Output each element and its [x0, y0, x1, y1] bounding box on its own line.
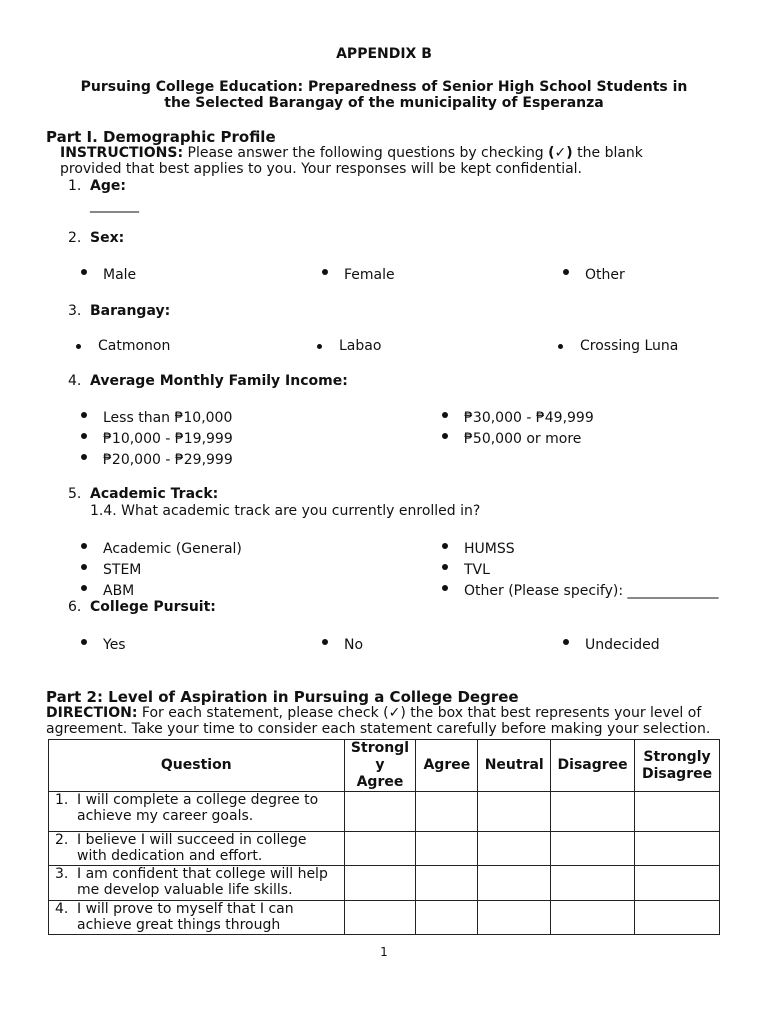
answer-cell-strongly-disagree[interactable]	[635, 901, 720, 935]
header-strongly-agree-l1: Strongl	[350, 740, 410, 756]
header-strongly-disagree	[635, 740, 720, 792]
direction-line2: agreement. Take your time to consider each statement carefully before making your selection.	[46, 721, 711, 737]
header-strongly-disagree-l1: Strongly	[643, 748, 711, 765]
answer-cell-strongly-disagree[interactable]	[635, 792, 720, 832]
part1-heading: Part I. Demographic Profile	[46, 128, 276, 146]
question-number: 1.	[55, 792, 69, 808]
survey-title-line2: the Selected Barangay of the municipality of Esperanza	[164, 95, 604, 111]
header-question: Question	[49, 740, 345, 792]
check-symbol: (✓)	[548, 145, 573, 161]
table-row	[49, 792, 720, 832]
question-cell	[49, 832, 345, 866]
answer-cell-disagree[interactable]	[551, 866, 635, 901]
answer-cell-disagree[interactable]	[551, 792, 635, 832]
q1-label: Age:	[90, 178, 126, 194]
answer-cell-strongly-disagree[interactable]	[635, 832, 720, 866]
question-text: I will prove to myself that I can achieve great things through	[77, 901, 294, 933]
instructions-line2: provided that best applies to you. Your responses will be kept confidential.	[60, 161, 583, 177]
survey-title-line1: Pursuing College Education: Preparedness of Senior High School Students in	[80, 79, 688, 95]
instructions-line1	[60, 145, 643, 161]
bullet-icon	[322, 269, 328, 275]
bullet-icon	[81, 585, 87, 591]
track-option-academic[interactable]: Academic (General)	[103, 541, 242, 557]
bullet-icon	[81, 639, 87, 645]
income-option-2[interactable]: ₱10,000 - ₱19,999	[103, 431, 233, 447]
bullet-icon	[563, 639, 569, 645]
q6-label: College Pursuit:	[90, 599, 216, 615]
direction-text-1: For each statement, please check (✓) the box that best represents your level of	[137, 705, 702, 721]
answer-cell-disagree[interactable]	[551, 832, 635, 866]
q2-number: 2.	[68, 230, 82, 246]
bullet-icon	[81, 412, 87, 418]
question-text: I am confident that college will help me develop valuable life skills.	[77, 866, 328, 898]
pursuit-option-yes[interactable]: Yes	[103, 637, 126, 653]
question-cell	[49, 866, 345, 901]
answer-cell-agree[interactable]	[416, 901, 478, 935]
answer-cell-strongly-agree[interactable]	[344, 832, 416, 866]
q4-label: Average Monthly Family Income:	[90, 373, 348, 389]
answer-cell-neutral[interactable]	[478, 832, 551, 866]
income-option-3[interactable]: ₱20,000 - ₱29,999	[103, 452, 233, 468]
q5-label: Academic Track:	[90, 486, 219, 502]
appendix-title: APPENDIX B	[336, 46, 432, 62]
header-disagree: Disagree	[551, 740, 635, 792]
barangay-option-crossing-luna[interactable]: Crossing Luna	[580, 338, 679, 354]
answer-cell-neutral[interactable]	[478, 901, 551, 935]
barangay-option-catmonon[interactable]: Catmonon	[98, 338, 171, 354]
answer-cell-neutral[interactable]	[478, 792, 551, 832]
bullet-icon	[442, 412, 448, 418]
answer-cell-disagree[interactable]	[551, 901, 635, 935]
bullet-icon	[81, 433, 87, 439]
question-number: 3.	[55, 866, 69, 882]
question-text: I believe I will succeed in college with dedication and effort.	[77, 832, 307, 864]
answer-cell-agree[interactable]	[416, 792, 478, 832]
pursuit-option-undecided[interactable]: Undecided	[585, 637, 660, 653]
bullet-icon	[558, 344, 563, 349]
part2-heading: Part 2: Level of Aspiration in Pursuing a College Degree	[46, 688, 519, 706]
q2-label: Sex:	[90, 230, 125, 246]
bullet-icon	[442, 433, 448, 439]
answer-cell-agree[interactable]	[416, 866, 478, 901]
income-option-5[interactable]: ₱50,000 or more	[464, 431, 582, 447]
likert-table	[48, 739, 720, 935]
header-strongly-disagree-l2: Disagree	[641, 765, 713, 782]
track-option-tvl[interactable]: TVL	[464, 562, 490, 578]
age-blank[interactable]: _______	[90, 197, 139, 213]
bullet-icon	[442, 543, 448, 549]
q4-number: 4.	[68, 373, 82, 389]
bullet-icon	[322, 639, 328, 645]
answer-cell-strongly-agree[interactable]	[344, 901, 416, 935]
direction-line1	[46, 705, 701, 721]
track-option-other[interactable]: Other (Please specify): _____________	[464, 583, 719, 599]
instructions-text-pre: Please answer the following questions by checking	[183, 145, 549, 161]
question-number: 4.	[55, 901, 69, 917]
track-option-abm[interactable]: ABM	[103, 583, 135, 599]
header-neutral: Neutral	[478, 740, 551, 792]
q5-subquestion: 1.4. What academic track are you currently enrolled in?	[90, 503, 481, 519]
bullet-icon	[81, 269, 87, 275]
answer-cell-neutral[interactable]	[478, 866, 551, 901]
answer-cell-strongly-agree[interactable]	[344, 866, 416, 901]
bullet-icon	[317, 344, 322, 349]
answer-cell-strongly-agree[interactable]	[344, 792, 416, 832]
q6-number: 6.	[68, 599, 82, 615]
question-number: 2.	[55, 832, 69, 848]
track-option-humss[interactable]: HUMSS	[464, 541, 515, 557]
q3-number: 3.	[68, 303, 82, 319]
sex-option-female[interactable]: Female	[344, 267, 395, 283]
bullet-icon	[563, 269, 569, 275]
page-number: 1	[380, 945, 388, 959]
income-option-4[interactable]: ₱30,000 - ₱49,999	[464, 410, 594, 426]
header-strongly-agree	[344, 740, 416, 792]
bullet-icon	[442, 564, 448, 570]
q3-label: Barangay:	[90, 303, 171, 319]
header-strongly-agree-l2: y	[375, 757, 385, 773]
answer-cell-strongly-disagree[interactable]	[635, 866, 720, 901]
question-cell	[49, 792, 345, 832]
sex-option-other[interactable]: Other	[585, 267, 625, 283]
bullet-icon	[81, 543, 87, 549]
table-header-row	[49, 740, 720, 792]
bullet-icon	[81, 564, 87, 570]
answer-cell-agree[interactable]	[416, 832, 478, 866]
bullet-icon	[76, 344, 81, 349]
header-strongly-agree-l3: Agree	[356, 774, 404, 790]
header-agree: Agree	[416, 740, 478, 792]
table-row	[49, 866, 720, 901]
barangay-option-labao[interactable]: Labao	[339, 338, 382, 354]
table-row	[49, 901, 720, 935]
bullet-icon	[81, 454, 87, 460]
sex-option-male[interactable]: Male	[103, 267, 137, 283]
instructions-label: INSTRUCTIONS:	[60, 145, 184, 161]
bullet-icon	[442, 585, 448, 591]
instructions-text-post: the blank	[572, 145, 643, 161]
q5-number: 5.	[68, 486, 82, 502]
direction-label: DIRECTION:	[46, 705, 138, 721]
track-option-stem[interactable]: STEM	[103, 562, 142, 578]
income-option-1[interactable]: Less than ₱10,000	[103, 410, 233, 426]
table-row	[49, 832, 720, 866]
pursuit-option-no[interactable]: No	[344, 637, 364, 653]
q1-number: 1.	[68, 178, 82, 194]
question-text: I will complete a college degree to achieve my career goals.	[77, 792, 319, 824]
question-cell	[49, 901, 345, 935]
